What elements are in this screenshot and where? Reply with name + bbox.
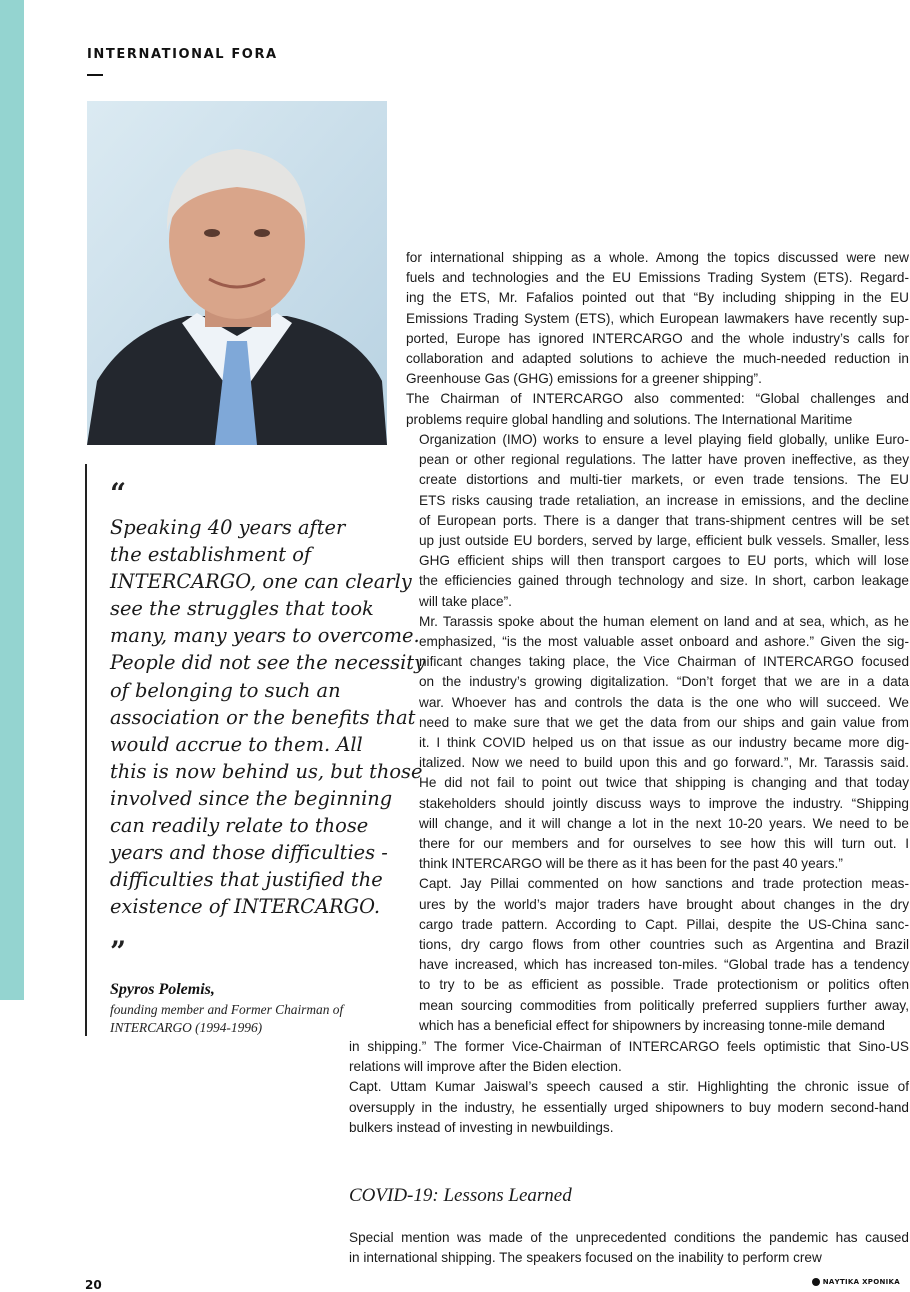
brand-logo-icon [812,1278,820,1286]
article-line: of European ports. There is a danger that trans-shipment centres will be set [419,512,909,528]
article-line: problems require global handling and solutions. The International Maritime [406,411,853,427]
pull-quote [110,514,426,920]
article-block-1 [406,248,909,430]
quote-line: association or the benefits that [110,705,416,729]
quote-line: Speaking 40 years after [110,516,346,539]
article-line: there for our members and for ourselves to see how this will turn out. I [419,836,909,852]
article-line: Capt. Jay Pillai commented on how sanctions and trade protection meas- [419,876,909,892]
article-line: will change, and it will change a lot in the next 10-20 years. We need to be [419,815,909,831]
article-line: Capt. Uttam Kumar Jaiswal’s speech caused a stir. Highlighting the chronic issue of [349,1079,909,1095]
quote-line: involved since the beginning [110,786,393,810]
quote-line: the establishment of [110,543,312,567]
article-line: ures by the world’s major traders have brought about changes in the dry [419,896,909,912]
article-line: mean sourcing commodities from politically preferred suppliers further away, [419,997,909,1013]
quote-line: see the struggles that took [110,597,374,621]
article-line: collaboration and adapted solutions to achieve the much-needed reduction in [406,351,909,367]
article-line: GHG efficient ships will then transport cargoes to EU ports, which will lose [419,553,909,569]
article-line: cargo trade pattern. According to Capt. Pillai, despite the US-China sanc- [419,916,909,932]
section-rule [87,74,103,76]
article-line: fuels and technologies and the EU Emissions Trading System (ETS). Regard- [406,270,909,286]
article-line: tions, dry cargo flows from other countries such as Argentina and Brazil [419,937,909,953]
article-line: Mr. Tarassis spoke about the human element on land and at sea, which, as he [419,613,909,629]
article-line: in international shipping. The speakers focused on the inability to perform crew [349,1250,822,1266]
article-block-4 [349,1228,909,1268]
article-line: to try to be as efficient as possible. Trade protectionism or politics often [419,977,909,993]
side-accent-bar [0,0,24,1000]
article-line: Emissions Trading System (ETS), which European lawmakers have recently sup- [406,310,909,326]
portrait-photo [87,101,387,445]
quote-open-mark-icon: “ [110,477,127,510]
article-line: up just outside EU borders, served by large, efficient bulk vessels. Smaller, less [419,533,909,549]
quote-line: would accrue to them. All [110,732,363,756]
article-line: The Chairman of INTERCARGO also commented: “Global challenges and [406,391,909,407]
article-line: the efficiencies gained through technology and size. In short, carbon leakage [419,573,909,589]
article-line: oversupply in the industry, he essentially urged shipowners to buy modern second-hand [349,1099,909,1115]
quote-author: Spyros Polemis, [110,981,215,998]
article-line: relations will improve after the Biden election. [349,1059,622,1075]
article-line: need to make sure that we get the data from our ships and gain value from [419,714,909,730]
article-line: Greenhouse Gas (GHG) emissions for a greener shipping”. [406,371,762,387]
brand-name: ΝΑΥΤΙΚΑ ΧΡΟΝΙΚΑ [822,1278,900,1286]
article-line: nificant changes taking place, the Vice Chairman of INTERCARGO focused [419,654,909,670]
article-line: bulkers instead of investing in newbuildings. [349,1119,614,1135]
article-line: think INTERCARGO will be there as it has been for the past 40 years.” [419,856,843,872]
article-line: which has a beneficial effect for shipowners by increasing tonne-mile demand [419,1017,885,1033]
article-line: will take place”. [419,593,512,609]
article-line: stakeholders should jointly discuss ways to improve the industry. “Shipping [419,795,909,811]
quote-line: this is now behind us, but those [110,759,423,783]
quote-rule [85,464,87,1036]
section-label: INTERNATIONAL FORA [87,47,278,62]
quote-line: existence of INTERCARGO. [110,895,381,919]
article-line: have increased, which has increased ton-miles. “Global trade has a tendency [419,957,909,973]
quote-line: years and those difficulties - [110,841,388,865]
photo-eye-left [204,229,220,237]
quote-line: many, many years to overcome. [110,624,420,648]
publication-brand [812,1278,900,1286]
article-line: emphasized, “is the most valuable asset onboard and ashore.” Given the sig- [419,634,909,650]
article-line: war. Whoever has and controls the data is the one who will succeed. We [419,694,909,710]
quote-author-role: founding member and Former Chairman of INTERCARGO (1994-1996) [110,1002,344,1035]
article-block-3 [349,1037,909,1138]
article-line: on the industry’s growing digitalization. “Don’t forget that we are in a data [419,674,909,690]
quote-line: People did not see the necessity [110,651,426,675]
page-number: 20 [85,1278,102,1292]
quote-line: INTERCARGO, one can clearly [110,570,412,594]
article-line: Special mention was made of the unprecedented conditions the pandemic has caused [349,1230,909,1245]
article-line: Organization (IMO) works to ensure a level playing field globally, unlike Euro- [419,432,909,447]
article-line: create distortions and multi-tier markets, or even trade tensions. The EU [419,472,909,488]
quote-line: of belonging to such an [110,678,341,702]
quote-close-mark-icon: ” [110,935,127,968]
quote-line: can readily relate to those [110,814,369,838]
article-block-2 [419,430,909,1036]
quote-line: difficulties that justified the [110,868,383,892]
article-line: ing the ETS, Mr. Fafalios pointed out that “By including shipping in the EU [406,290,909,306]
article-line: for international shipping as a whole. Among the topics discussed were new [406,250,909,265]
article-line: ETS risks causing trade retaliation, an increase in emissions, and the decline [419,492,909,508]
article-line: He did not fail to point out twice that shipping is changing and that today [419,775,909,791]
article-line: ported, Europe has ignored INTERCARGO and the whole industry’s calls for [406,330,909,346]
article-line: pean or other regional regulations. The latter have proven ineffective, as they [419,452,909,468]
article-line: italized. Now we need to build upon this and go forward.”, Mr. Tarassis said. [419,755,909,771]
photo-eye-right [254,229,270,237]
article-line: in shipping.” The former Vice-Chairman of INTERCARGO feels optimistic that Sino-US [349,1039,909,1054]
section-subheading: COVID-19: Lessons Learned [349,1185,572,1206]
article-line: it. I think COVID helped us on that issue as our industry became more dig- [419,735,909,751]
